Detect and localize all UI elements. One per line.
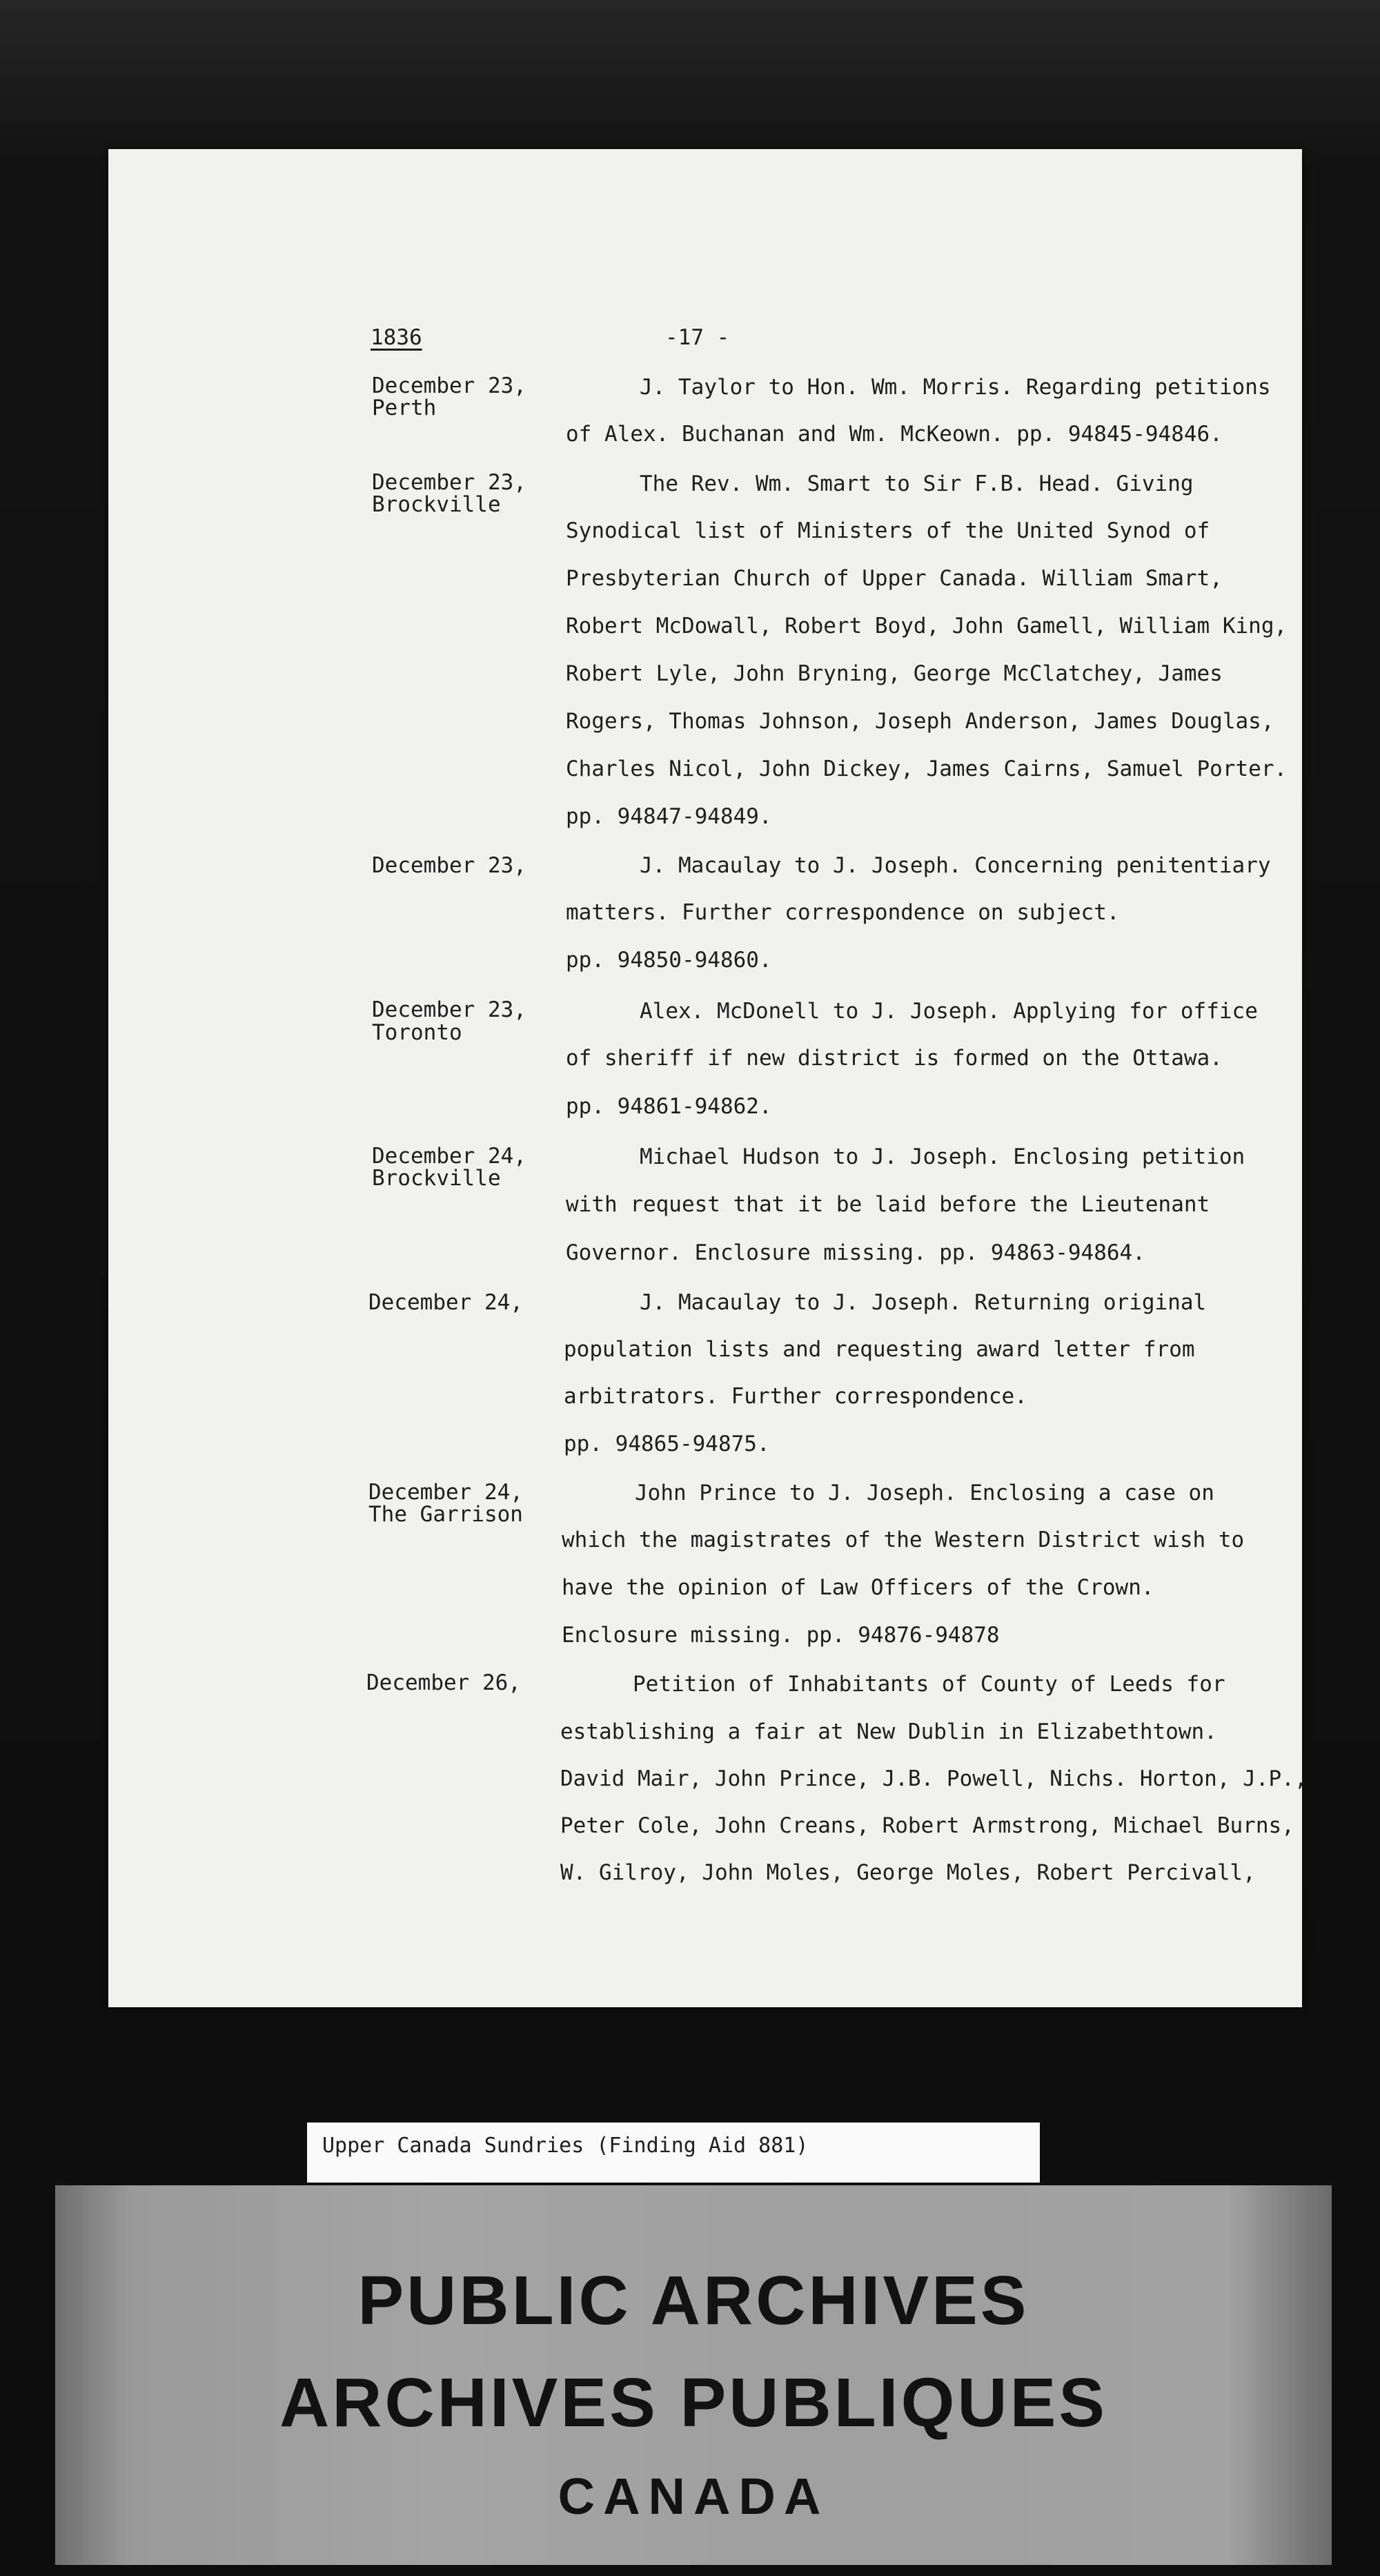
entry-line: Charles Nicol, John Dickey, James Cairns, Samuel Porter.	[566, 757, 1288, 781]
entry-place: Toronto	[372, 1020, 462, 1045]
entry-line: Governor. Enclosure missing. pp. 94863-94864.	[566, 1240, 1145, 1265]
entry-date: December 24,	[372, 1144, 526, 1169]
finding-aid-label	[307, 2123, 1040, 2183]
entry-line: David Mair, John Prince, J.B. Powell, Nichs. Horton, J.P.,	[560, 1766, 1308, 1791]
entry-line: pp. 94861-94862.	[566, 1094, 772, 1119]
entry-line: J. Macaulay to J. Joseph. Returning original	[640, 1290, 1207, 1315]
entry-date: December 24,	[368, 1480, 523, 1505]
entry-line: J. Taylor to Hon. Wm. Morris. Regarding petitions	[640, 375, 1271, 400]
entry-place: Brockville	[372, 1166, 501, 1191]
entry-place: Perth	[372, 396, 437, 420]
entry-line: pp. 94847-94849.	[566, 804, 772, 829]
entry-place: Brockville	[372, 492, 501, 517]
entry-line: J. Macaulay to J. Joseph. Concerning penitentiary	[640, 853, 1271, 878]
entry-line: Rogers, Thomas Johnson, Joseph Anderson, James Douglas,	[566, 709, 1274, 734]
entry-line: establishing a fair at New Dublin in Elizabethtown.	[560, 1719, 1217, 1744]
entry-line: Petition of Inhabitants of County of Leeds for	[633, 1672, 1225, 1697]
document-page	[108, 149, 1308, 2007]
entry-line: Robert Lyle, John Bryning, George McClatchey, James	[566, 661, 1223, 686]
entry-line: John Prince to J. Joseph. Enclosing a case on	[635, 1481, 1214, 1505]
entry-line: Peter Cole, John Creans, Robert Armstrong, Michael Burns,	[560, 1813, 1294, 1838]
banner-line-country: CANADA	[558, 2468, 829, 2525]
entry-date: December 24,	[368, 1290, 523, 1315]
entry-date: December 23,	[372, 373, 526, 398]
entry-date: December 26,	[366, 1670, 521, 1695]
entry-line: have the opinion of Law Officers of the Crown.	[562, 1575, 1154, 1600]
entry-line: Presbyterian Church of Upper Canada. William Smart,	[566, 566, 1223, 591]
entry-line: The Rev. Wm. Smart to Sir F.B. Head. Giving	[640, 471, 1194, 496]
entry-line: matters. Further correspondence on subject.	[566, 900, 1120, 925]
entry-date: December 23,	[372, 997, 526, 1022]
entry-line: Synodical list of Ministers of the United Synod of	[566, 518, 1210, 543]
entry-line: Michael Hudson to J. Joseph. Enclosing petition	[640, 1144, 1245, 1169]
entry-line: Enclosure missing. pp. 94876-94878	[562, 1623, 1000, 1648]
finding-aid-text: Upper Canada Sundries (Finding Aid 881)	[322, 2134, 809, 2158]
entry-line: which the magistrates of the Western District wish to	[562, 1528, 1245, 1552]
entry-line: W. Gilroy, John Moles, George Moles, Robert Percivall,	[560, 1860, 1256, 1885]
banner-line-french: ARCHIVES PUBLIQUES	[279, 2364, 1107, 2441]
entry-line: Alex. McDonell to J. Joseph. Applying for office	[640, 999, 1258, 1024]
entry-line: with request that it be laid before the Lieutenant	[566, 1192, 1210, 1217]
entry-place: The Garrison	[368, 1502, 523, 1527]
entry-line: population lists and requesting award letter from	[564, 1337, 1195, 1362]
archives-banner	[55, 2185, 1332, 2565]
entry-line: of Alex. Buchanan and Wm. McKeown. pp. 94845-94846.	[566, 422, 1223, 447]
entry-line: pp. 94850-94860.	[566, 948, 772, 973]
page-year: 1836	[371, 325, 422, 350]
entry-date: December 23,	[372, 470, 526, 495]
entry-line: arbitrators. Further correspondence.	[564, 1384, 1027, 1409]
page-number: -17 -	[665, 325, 730, 350]
entry-line: pp. 94865-94875.	[564, 1432, 770, 1456]
entry-date: December 23,	[372, 853, 526, 878]
banner-line-english: PUBLIC ARCHIVES	[357, 2262, 1029, 2339]
entry-line: of sheriff if new district is formed on the Ottawa.	[566, 1046, 1223, 1071]
entry-line: Robert McDowall, Robert Boyd, John Gamell, William King,	[566, 614, 1288, 638]
